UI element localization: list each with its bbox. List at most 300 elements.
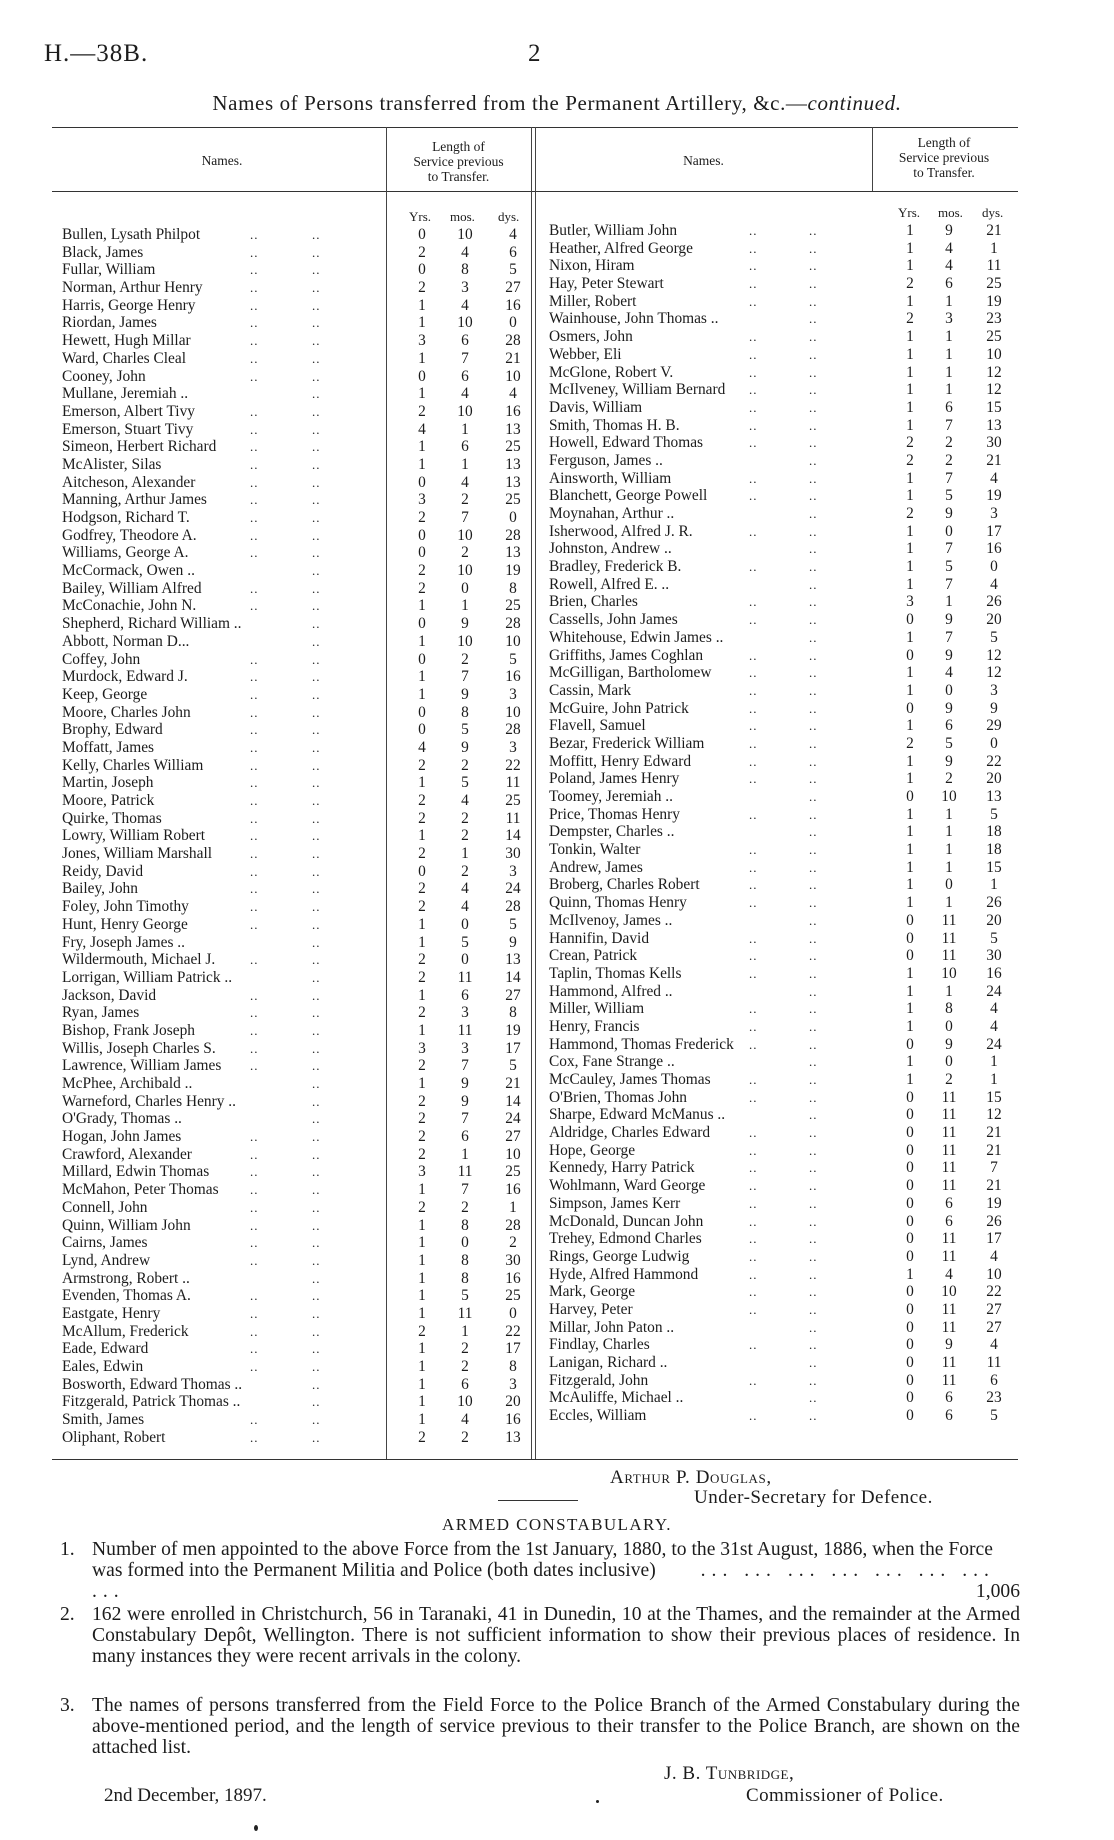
service-years: 1 bbox=[906, 1071, 914, 1088]
service-years: 1 bbox=[906, 575, 914, 593]
service-days: 8 bbox=[509, 1358, 517, 1375]
service-days: 25 bbox=[505, 597, 521, 615]
leader-dots: .. bbox=[250, 863, 259, 879]
service-years: 1 bbox=[906, 1265, 914, 1283]
person-name: Hunt, Henry George bbox=[62, 915, 188, 933]
person-name: Heather, Alfred George bbox=[549, 239, 693, 257]
table-row bbox=[549, 222, 1016, 240]
service-years: 0 bbox=[906, 1283, 914, 1301]
service-months: 11 bbox=[457, 1163, 473, 1181]
paragraph-text: 162 were enrolled in Christchurch, 56 in Taranaki, 41 in Dunedin, 10 at the Thames, and the remainder at the Armed Constabulary Depôt, Wellington. There is not sufficient information to show their previous places of residence. In many instances they were recent arrivals in the colony. bbox=[92, 1604, 1020, 1667]
leader-dots: .. bbox=[809, 895, 818, 911]
person-name: Broberg, Charles Robert bbox=[549, 876, 700, 894]
service-days: 28 bbox=[505, 332, 521, 350]
leader-dots: .. bbox=[749, 930, 758, 946]
person-name: Armstrong, Robert .. bbox=[62, 1269, 190, 1287]
leader-dots: .. bbox=[809, 1337, 818, 1353]
service-years: 1 bbox=[906, 805, 914, 823]
unit-months: mos. bbox=[450, 209, 475, 224]
person-name: Butler, William John bbox=[549, 222, 678, 239]
table-row bbox=[62, 668, 530, 686]
page-number: 2 bbox=[528, 40, 541, 67]
table-row bbox=[549, 523, 1016, 541]
leader-dots: .. bbox=[749, 258, 758, 274]
leader-dots: .. bbox=[809, 912, 818, 928]
person-name: Griffiths, James Coghlan bbox=[549, 646, 704, 664]
service-months: 0 bbox=[945, 1017, 953, 1035]
service-years: 0 bbox=[906, 1336, 914, 1354]
leader-dots: .. bbox=[250, 881, 259, 897]
table-row bbox=[62, 562, 530, 580]
person-name: Johnston, Andrew .. bbox=[549, 540, 672, 558]
person-name: Simpson, James Kerr bbox=[549, 1194, 681, 1212]
col-divider-2 bbox=[531, 127, 532, 1459]
ink-speck bbox=[254, 1825, 258, 1831]
person-name: Moffitt, Henry Edward bbox=[549, 752, 692, 770]
service-days: 18 bbox=[986, 841, 1002, 859]
leader-dots: .. bbox=[749, 1195, 758, 1211]
service-months: 10 bbox=[457, 314, 473, 332]
table-row bbox=[549, 1283, 1016, 1301]
service-months: 8 bbox=[461, 261, 469, 279]
service-days: 3 bbox=[509, 1375, 517, 1393]
service-days: 24 bbox=[986, 982, 1002, 1000]
leader-dots: .. bbox=[749, 948, 758, 964]
table-row bbox=[549, 1389, 1016, 1407]
service-days: 1 bbox=[990, 1071, 998, 1088]
leader-dots: .. bbox=[312, 545, 321, 561]
leader-dots: .. bbox=[250, 669, 259, 685]
table-row bbox=[549, 1407, 1016, 1425]
paragraph-number: 2. bbox=[60, 1604, 75, 1625]
table-row bbox=[62, 757, 530, 775]
leader-dots: .. bbox=[809, 1054, 818, 1070]
service-years: 0 bbox=[906, 1230, 914, 1248]
leader-dots: .. bbox=[312, 669, 321, 685]
person-name: Black, James bbox=[62, 243, 144, 261]
service-months: 2 bbox=[461, 1428, 469, 1446]
service-days: 3 bbox=[509, 738, 517, 756]
paragraph-3 bbox=[60, 1695, 1020, 1758]
leader-dots: .. bbox=[250, 421, 259, 437]
leader-dots: .. bbox=[809, 223, 818, 238]
service-months: 2 bbox=[461, 544, 469, 562]
leader-dots: .. bbox=[809, 1036, 818, 1052]
service-years: 3 bbox=[418, 1163, 426, 1181]
service-years: 3 bbox=[418, 491, 426, 509]
leader-dots: .. bbox=[312, 1235, 321, 1251]
service-days: 5 bbox=[990, 628, 998, 646]
service-days: 27 bbox=[505, 1128, 521, 1146]
service-years: 1 bbox=[418, 1287, 426, 1305]
service-years: 1 bbox=[906, 982, 914, 1000]
leader-dots: .. bbox=[312, 368, 321, 384]
service-months: 2 bbox=[461, 491, 469, 509]
service-days: 9 bbox=[509, 933, 517, 951]
person-name: Isherwood, Alfred J. R. bbox=[549, 522, 693, 540]
leader-dots: .. bbox=[312, 439, 321, 455]
table-row bbox=[549, 629, 1016, 647]
leader-dots: .. bbox=[749, 1125, 758, 1141]
service-months: 7 bbox=[945, 575, 953, 593]
service-years: 2 bbox=[418, 1198, 426, 1216]
leader-dots: .. bbox=[312, 1412, 321, 1428]
service-years: 0 bbox=[418, 367, 426, 385]
leader-dots: .. bbox=[250, 315, 259, 331]
table-row bbox=[549, 1071, 1016, 1089]
service-years: 1 bbox=[418, 1375, 426, 1393]
service-months: 4 bbox=[461, 385, 469, 403]
service-years: 0 bbox=[906, 929, 914, 947]
table-row bbox=[62, 1358, 530, 1376]
service-days: 21 bbox=[986, 1141, 1002, 1159]
leader-dots: .. bbox=[749, 771, 758, 787]
person-name: Cairns, James bbox=[62, 1234, 148, 1252]
table-row bbox=[62, 615, 530, 633]
service-days: 5 bbox=[990, 929, 998, 947]
unit-years: Yrs. bbox=[409, 209, 432, 224]
service-years: 2 bbox=[906, 310, 914, 328]
service-days: 23 bbox=[986, 310, 1002, 328]
service-days: 28 bbox=[505, 615, 521, 633]
leader-dots: .. bbox=[312, 333, 321, 349]
leader-dots: .. bbox=[312, 527, 321, 543]
person-name: Lanigan, Richard .. bbox=[549, 1354, 668, 1371]
leader-dots: .. bbox=[749, 700, 758, 716]
service-days: 21 bbox=[986, 222, 1002, 239]
service-months: 9 bbox=[461, 615, 469, 633]
service-days: 11 bbox=[505, 774, 521, 792]
leader-dots: .. bbox=[809, 682, 818, 698]
paragraph-text: The names of persons transferred from the Field Force to the Police Branch of the Armed Constabulary during the above-mentioned period, and the length of service previous to their transfer to the Police Branch, are shown on the attached list. bbox=[92, 1695, 1020, 1758]
service-days: 28 bbox=[505, 526, 521, 544]
service-years: 2 bbox=[418, 1128, 426, 1146]
person-name: Emerson, Stuart Tivy bbox=[62, 420, 194, 438]
service-months: 1 bbox=[945, 292, 953, 310]
person-name: Smith, James bbox=[62, 1411, 145, 1429]
leader-dots: .. bbox=[312, 969, 321, 985]
table-row bbox=[549, 293, 1016, 311]
person-name: Eastgate, Henry bbox=[62, 1304, 161, 1322]
leader-dots: .. bbox=[809, 1018, 818, 1034]
service-months: 9 bbox=[945, 646, 953, 664]
table-row bbox=[549, 1195, 1016, 1213]
leader-dots: .. bbox=[809, 718, 818, 734]
service-days: 4 bbox=[990, 1336, 998, 1354]
table-row bbox=[62, 1163, 530, 1181]
table-row bbox=[62, 297, 530, 315]
service-years: 1 bbox=[418, 1340, 426, 1358]
leader-dots: .. bbox=[809, 1284, 818, 1300]
table-row bbox=[62, 421, 530, 439]
table-row bbox=[549, 947, 1016, 965]
service-days: 27 bbox=[505, 279, 521, 297]
service-years: 0 bbox=[418, 721, 426, 739]
leader-dots: .. bbox=[749, 399, 758, 415]
person-name: Cox, Fane Strange .. bbox=[549, 1053, 675, 1071]
service-days: 22 bbox=[986, 1283, 1002, 1301]
leader-dots: .. bbox=[312, 1058, 321, 1074]
table-row bbox=[62, 792, 530, 810]
table-row bbox=[549, 1106, 1016, 1124]
leader-dots: .. bbox=[312, 1429, 321, 1445]
service-months: 9 bbox=[945, 699, 953, 717]
service-months: 11 bbox=[941, 1159, 957, 1177]
service-years: 1 bbox=[418, 774, 426, 792]
service-days: 25 bbox=[505, 491, 521, 509]
table-bottom-rule bbox=[52, 1459, 1018, 1460]
leader-dots: .. bbox=[809, 647, 818, 663]
service-months: 8 bbox=[461, 1269, 469, 1287]
table-row bbox=[62, 810, 530, 828]
person-name: Riordan, James bbox=[62, 314, 157, 332]
service-months: 11 bbox=[941, 1106, 957, 1124]
person-name: Hay, Peter Stewart bbox=[549, 275, 664, 293]
table-row bbox=[62, 651, 530, 669]
leader-dots: .. bbox=[749, 1408, 758, 1424]
person-name: Hope, George bbox=[549, 1141, 636, 1159]
table-row bbox=[549, 894, 1016, 912]
person-name: McCormack, Owen .. bbox=[62, 562, 195, 580]
service-months: 1 bbox=[945, 805, 953, 823]
service-days: 12 bbox=[986, 381, 1002, 399]
leader-dots: .. bbox=[809, 859, 818, 875]
leader-dots: .. bbox=[749, 1089, 758, 1105]
leader-dots: .. bbox=[809, 329, 818, 345]
page-title-continued: continued. bbox=[807, 91, 902, 115]
service-days: 16 bbox=[986, 964, 1002, 982]
leader-dots: .. bbox=[749, 293, 758, 309]
service-months: 9 bbox=[461, 1092, 469, 1110]
table-row bbox=[62, 951, 530, 969]
service-months: 6 bbox=[461, 367, 469, 385]
service-months: 2 bbox=[945, 434, 953, 452]
person-name: Keep, George bbox=[62, 685, 148, 703]
person-name: Poland, James Henry bbox=[549, 770, 680, 788]
service-months: 11 bbox=[457, 1021, 473, 1039]
service-days: 20 bbox=[986, 911, 1002, 929]
service-months: 6 bbox=[461, 438, 469, 456]
leader-dots: .. bbox=[749, 1301, 758, 1317]
person-name: Millard, Edwin Thomas bbox=[62, 1163, 210, 1181]
service-years: 2 bbox=[906, 734, 914, 752]
leader-dots: .. bbox=[250, 1412, 259, 1428]
leader-dots: .. bbox=[312, 863, 321, 879]
service-years: 2 bbox=[418, 402, 426, 420]
leader-dots: .. bbox=[809, 1160, 818, 1176]
leader-dots: .. bbox=[250, 651, 259, 667]
service-years: 1 bbox=[418, 827, 426, 845]
leader-dots: .. bbox=[809, 735, 818, 751]
table-row bbox=[549, 700, 1016, 718]
person-name: Bailey, William Alfred bbox=[62, 579, 202, 597]
service-months: 8 bbox=[461, 1251, 469, 1269]
leader-dots: .. bbox=[809, 382, 818, 398]
leader-dots: .. bbox=[749, 1036, 758, 1052]
person-name: Evenden, Thomas A. bbox=[62, 1287, 191, 1305]
person-name: Bradley, Frederick B. bbox=[549, 558, 682, 576]
service-days: 13 bbox=[986, 416, 1002, 434]
service-years: 1 bbox=[418, 1393, 426, 1411]
service-months: 6 bbox=[945, 398, 953, 416]
service-months: 9 bbox=[945, 222, 953, 239]
table-row bbox=[62, 1075, 530, 1093]
table-row bbox=[62, 934, 530, 952]
service-years: 3 bbox=[418, 332, 426, 350]
service-months: 6 bbox=[945, 1407, 953, 1425]
service-months: 2 bbox=[461, 1198, 469, 1216]
person-name: Murdock, Edward J. bbox=[62, 668, 188, 686]
col-header-names-right: Names. bbox=[683, 153, 724, 168]
table-row bbox=[549, 1319, 1016, 1337]
leader-dots: .. bbox=[809, 1390, 818, 1406]
service-years: 2 bbox=[906, 434, 914, 452]
service-years: 2 bbox=[418, 562, 426, 580]
service-months: 4 bbox=[461, 898, 469, 916]
person-name: Smith, Thomas H. B. bbox=[549, 416, 680, 434]
table-row bbox=[62, 1110, 530, 1128]
person-name: McIlveney, William Bernard bbox=[549, 381, 726, 399]
leader-dots: .. bbox=[809, 488, 818, 504]
table-row bbox=[62, 1323, 530, 1341]
paragraph-1 bbox=[60, 1539, 1020, 1602]
leader-dots: .. bbox=[312, 1199, 321, 1215]
service-months: 11 bbox=[941, 1177, 957, 1195]
service-years: 2 bbox=[418, 898, 426, 916]
service-months: 10 bbox=[457, 562, 473, 580]
leader-dots: .. bbox=[809, 346, 818, 362]
service-years: 1 bbox=[906, 1017, 914, 1035]
service-years: 0 bbox=[906, 699, 914, 717]
service-years: 1 bbox=[418, 986, 426, 1004]
leader-dots: .. bbox=[809, 842, 818, 858]
person-name: Bishop, Frank Joseph bbox=[62, 1021, 195, 1039]
person-name: Wohlmann, Ward George bbox=[549, 1177, 706, 1195]
service-months: 4 bbox=[945, 1265, 953, 1283]
service-months: 2 bbox=[461, 862, 469, 880]
person-name: Quinn, Thomas Henry bbox=[549, 894, 687, 912]
person-name: Wainhouse, John Thomas .. bbox=[549, 310, 719, 328]
service-months: 7 bbox=[461, 1057, 469, 1075]
leader-dots: .. bbox=[312, 846, 321, 862]
leader-dots: .. bbox=[250, 775, 259, 791]
person-name: Moore, Charles John bbox=[62, 703, 191, 721]
signature-douglas-role: Under-Secretary for Defence. bbox=[694, 1487, 933, 1508]
person-name: Osmers, John bbox=[549, 328, 633, 346]
leader-dots: .. bbox=[312, 244, 321, 260]
leader-dots: .. bbox=[809, 877, 818, 893]
person-name: Ward, Charles Cleal bbox=[62, 349, 186, 367]
service-days: 11 bbox=[986, 1354, 1002, 1371]
table-row bbox=[62, 1004, 530, 1022]
table-row bbox=[62, 898, 530, 916]
service-months: 10 bbox=[941, 964, 957, 982]
leader-dots: .. bbox=[250, 1429, 259, 1445]
service-months: 4 bbox=[461, 792, 469, 809]
service-months: 6 bbox=[945, 1194, 953, 1212]
table-row bbox=[549, 1177, 1016, 1195]
leader-dots: .. bbox=[250, 1359, 259, 1374]
leader-dots: .. bbox=[250, 1022, 259, 1038]
leader-dots: .. bbox=[250, 757, 259, 773]
service-days: 23 bbox=[986, 1389, 1002, 1407]
service-days: 4 bbox=[990, 1247, 998, 1265]
service-months: 11 bbox=[941, 1088, 957, 1106]
leader-dots: .. bbox=[749, 1337, 758, 1353]
service-months: 1 bbox=[945, 858, 953, 876]
service-years: 2 bbox=[418, 968, 426, 986]
table-row bbox=[62, 1252, 530, 1270]
service-months: 4 bbox=[461, 243, 469, 261]
service-months: 5 bbox=[461, 1287, 469, 1305]
service-years: 1 bbox=[906, 487, 914, 505]
leader-dots: .. bbox=[312, 227, 321, 242]
person-name: Cassin, Mark bbox=[549, 681, 632, 699]
service-days: 15 bbox=[986, 858, 1002, 876]
table-row bbox=[62, 544, 530, 562]
service-years: 1 bbox=[418, 915, 426, 933]
service-years: 0 bbox=[906, 1088, 914, 1106]
table-row bbox=[549, 983, 1016, 1001]
service-days: 24 bbox=[986, 1035, 1002, 1053]
leader-dots: .. bbox=[749, 329, 758, 345]
service-days: 10 bbox=[505, 703, 521, 721]
service-days: 17 bbox=[986, 522, 1002, 540]
table-row bbox=[62, 916, 530, 934]
service-years: 0 bbox=[418, 226, 426, 243]
person-name: Lowry, William Robert bbox=[62, 827, 206, 845]
leader-dots: .. bbox=[312, 492, 321, 508]
person-name: McGlone, Robert V. bbox=[549, 363, 674, 381]
service-years: 1 bbox=[418, 1304, 426, 1322]
service-days: 0 bbox=[509, 509, 517, 526]
service-months: 10 bbox=[457, 402, 473, 420]
service-months: 9 bbox=[945, 1336, 953, 1354]
service-days: 22 bbox=[505, 756, 521, 774]
service-years: 2 bbox=[418, 1145, 426, 1163]
person-name: Godfrey, Theodore A. bbox=[62, 526, 197, 544]
leader-dots: .. bbox=[749, 753, 758, 769]
service-months: 9 bbox=[461, 738, 469, 756]
service-days: 3 bbox=[990, 681, 998, 699]
leader-dots: .. bbox=[250, 1005, 259, 1021]
leader-dots: .. bbox=[312, 1270, 321, 1286]
service-months: 11 bbox=[457, 968, 473, 986]
person-name: Hannifin, David bbox=[549, 929, 650, 947]
service-months: 0 bbox=[945, 876, 953, 894]
service-days: 15 bbox=[986, 1088, 1002, 1106]
service-days: 18 bbox=[986, 823, 1002, 841]
table-row bbox=[549, 1018, 1016, 1036]
person-name: Andrew, James bbox=[549, 858, 643, 876]
person-name: Reidy, David bbox=[62, 862, 144, 880]
service-months: 11 bbox=[941, 947, 957, 965]
service-years: 0 bbox=[418, 703, 426, 721]
person-name: Howell, Edward Thomas bbox=[549, 434, 704, 452]
service-days: 26 bbox=[986, 1212, 1002, 1230]
service-months: 5 bbox=[461, 774, 469, 792]
table-row bbox=[549, 611, 1016, 629]
leader-dots: .. bbox=[809, 1195, 818, 1211]
table-row bbox=[549, 1000, 1016, 1018]
service-days: 16 bbox=[505, 296, 521, 314]
leader-dots: .. bbox=[809, 665, 818, 681]
paragraph-text: Number of men appointed to the above Force from the 1st January, 1880, to the 31st August, 1886, when the Force was formed into the Permanent Militia and Police (both dates inclusive) bbox=[92, 1539, 993, 1581]
service-years: 1 bbox=[906, 1000, 914, 1018]
table-row bbox=[549, 664, 1016, 682]
person-name: Kennedy, Harry Patrick bbox=[549, 1159, 695, 1177]
service-months: 2 bbox=[461, 827, 469, 845]
